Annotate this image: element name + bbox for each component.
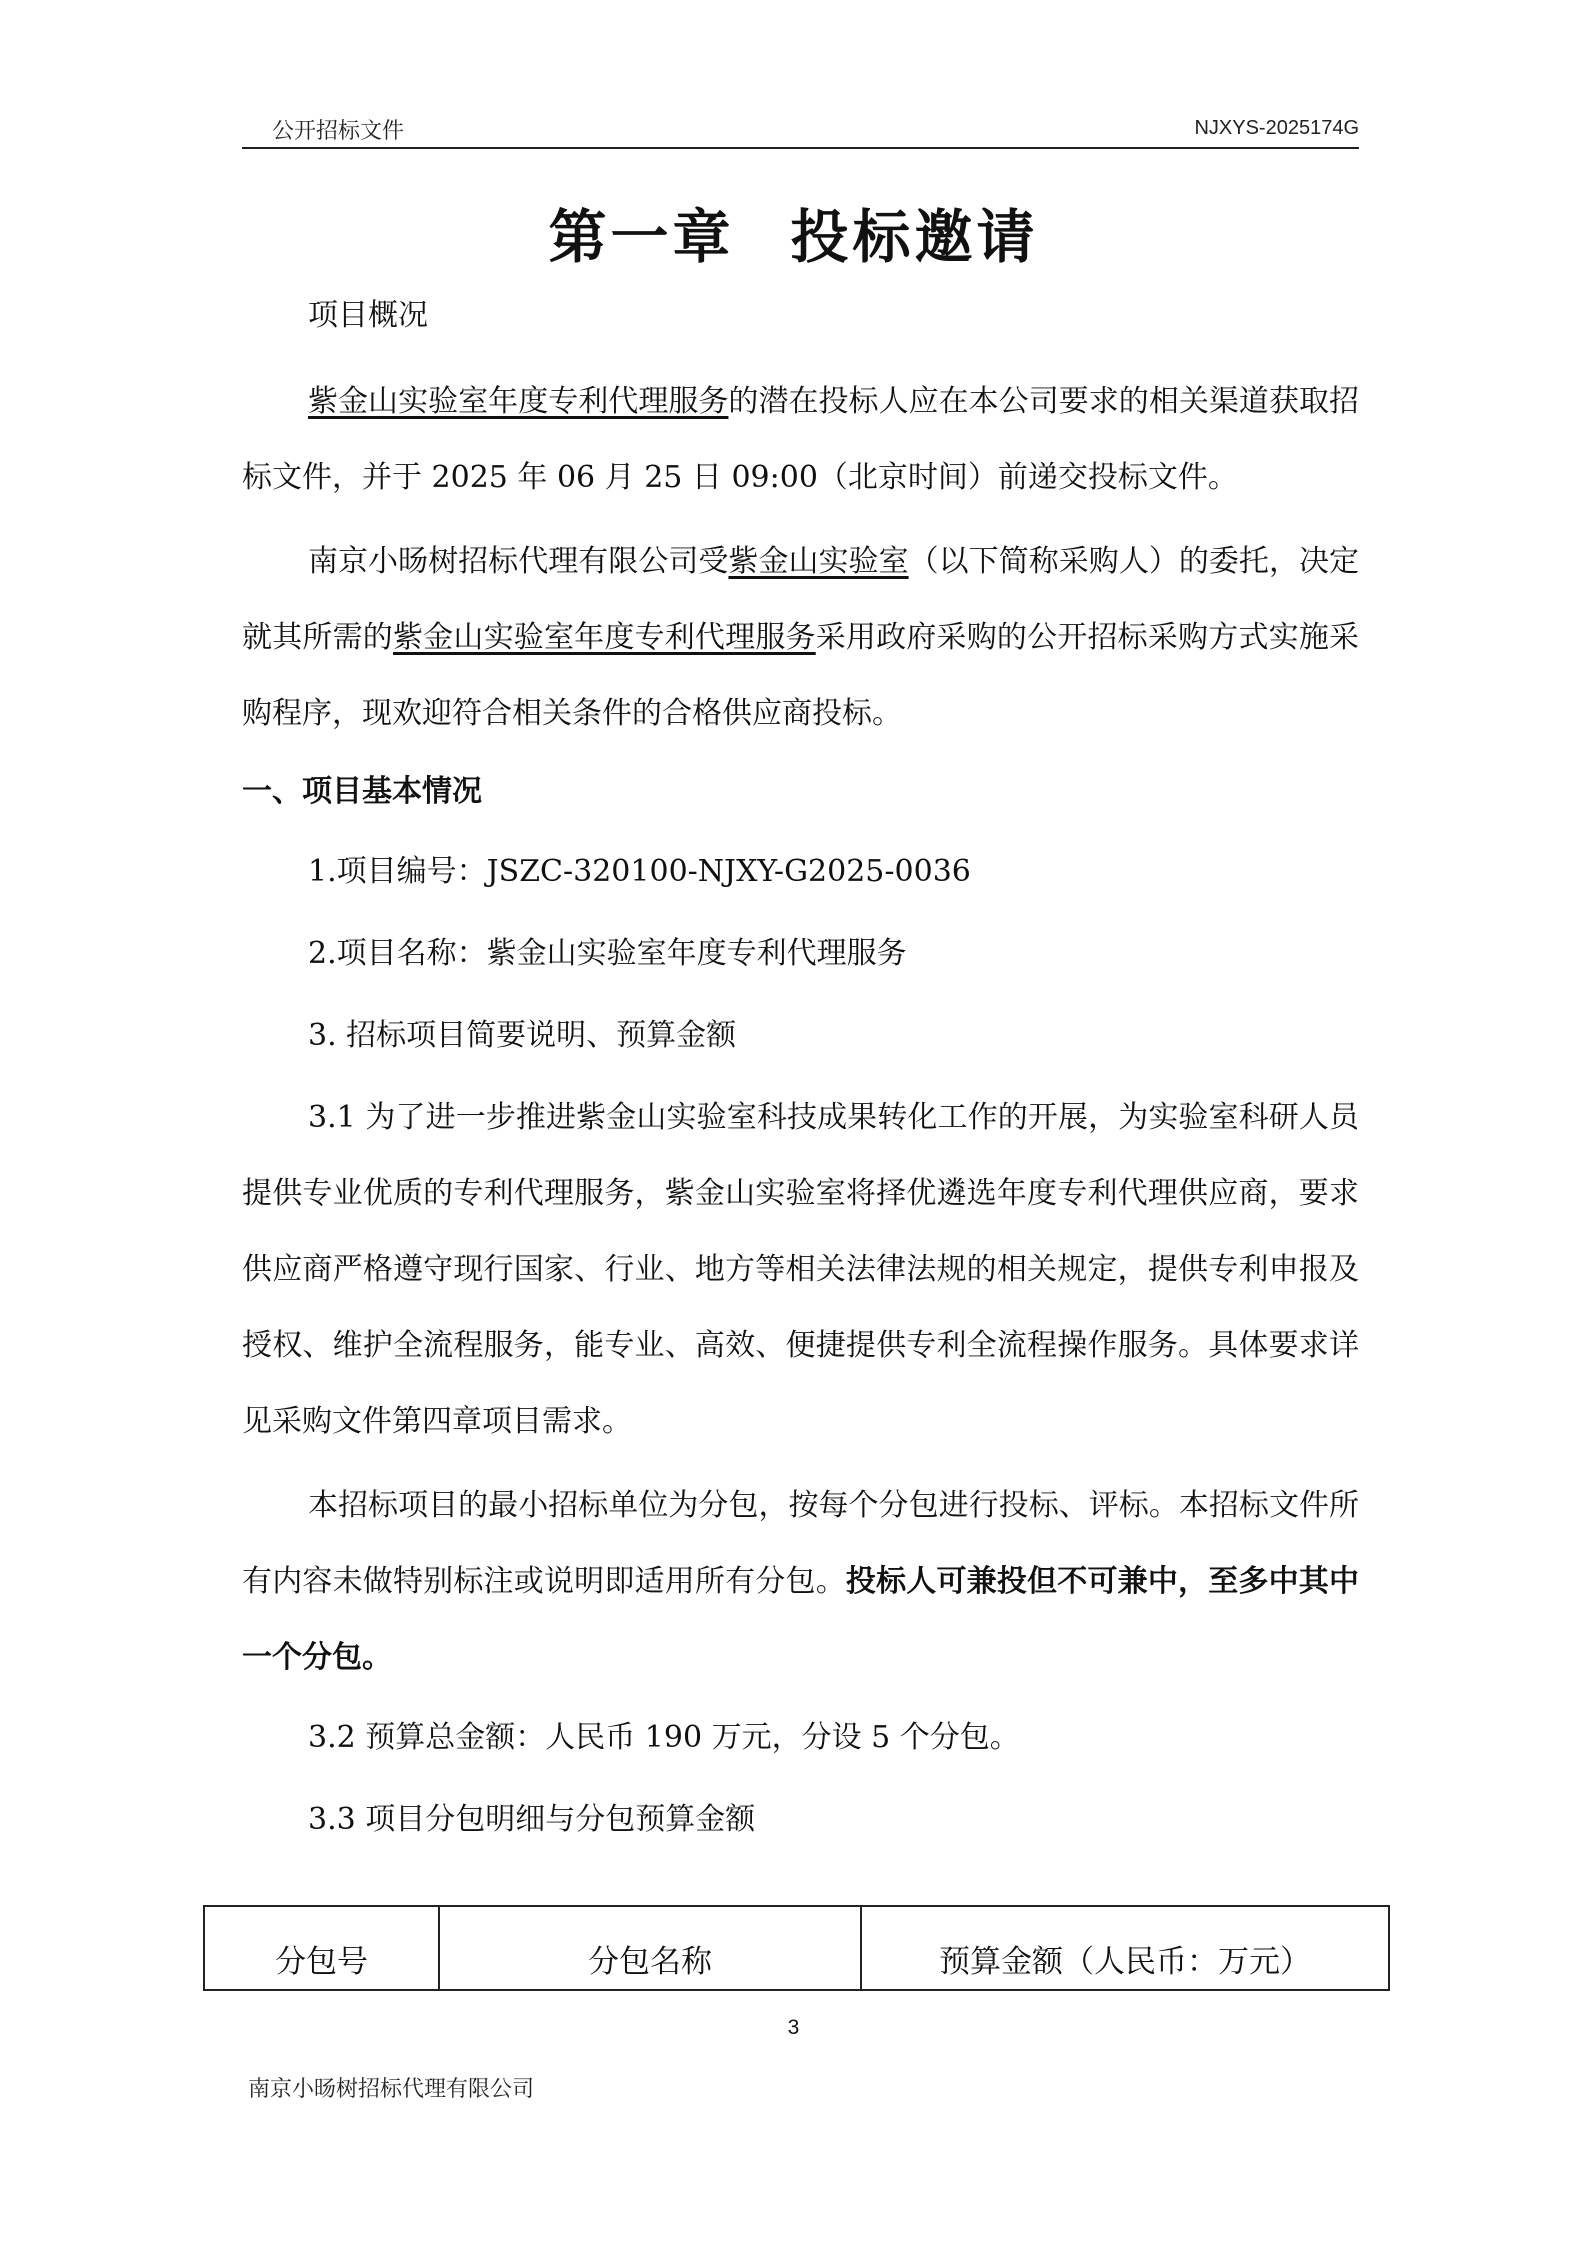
overview-paragraph-2 [242, 524, 1359, 752]
col-lot-number: 分包号 [204, 1906, 439, 1990]
table-header-row [204, 1906, 1389, 1990]
project-name: 2.项目名称：紫金山实验室年度专利代理服务 [308, 936, 907, 971]
chapter-number: 第一章 [548, 203, 735, 271]
overview-p2-b: （以下简称采购人）的委托，决定就其所需的 [242, 544, 1360, 655]
overview-paragraph-1 [242, 364, 1359, 516]
project-number: 1.项目编号：JSZC-320100-NJXY-G2025-0036 [308, 854, 971, 889]
section-heading: 一、项目基本情况 [242, 774, 482, 809]
header-divider [242, 147, 1359, 149]
chapter-title [0, 190, 1587, 274]
lot-table [203, 1905, 1390, 1991]
overview-p2-a: 南京小旸树招标代理有限公司受 [308, 544, 729, 579]
overview-p2-c: 采用政府采购的公开招标采购方式实施采购程序，现欢迎符合相关条件的合格供应商投标。 [242, 620, 1360, 731]
project-name-link: 紫金山实验室年度专利代理服务 [308, 384, 729, 419]
budget-total: 3.2 预算总金额：人民币 190 万元，分设 5 个分包。 [308, 1720, 1020, 1755]
header-doc-number: NJXYS-2025174G [1194, 117, 1359, 139]
header-doc-type: 公开招标文件 [272, 119, 405, 144]
lot-rules-bold: 投标人可兼投但不可兼中，至多中其中一个分包。 [242, 1564, 1360, 1675]
description-paragraph: 3.1 为了进一步推进紫金山实验室科技成果转化工作的开展，为实验室科研人员提供专业优质的专利代理服务，紫金山实验室将择优遴选年度专利代理供应商，要求供应商严格遵守现行国家、行业、地方等相关法律法规的相关规定，提供专利申报及授权、维护全流程服务，能专业、高效、便捷提供专利全流程操作服务。具体要求详见采购文件第四章项目需求。 [242, 1100, 1359, 1439]
page-number: 3 [787, 2016, 800, 2039]
project-name-underlined: 紫金山实验室年度专利代理服务 [392, 620, 816, 655]
col-lot-budget: 预算金额（人民币：万元） [861, 1906, 1389, 1990]
footer-company: 南京小旸树招标代理有限公司 [248, 2077, 535, 2102]
overview-heading: 项目概况 [308, 298, 428, 333]
overview-p1-text: 的潜在投标人应在本公司要求的相关渠道获取招标文件，并于 2025 年 06 月 25 日 09:00（北京时间）前递交投标文件。 [242, 384, 1360, 495]
brief-description-heading: 3. 招标项目简要说明、预算金额 [308, 1018, 737, 1053]
chapter-name: 投标邀请 [790, 203, 1039, 271]
lot-rules-text: 本招标项目的最小招标单位为分包，按每个分包进行投标、评标。本招标文件所有内容未做特别标注或说明即适用所有分包。 [242, 1488, 1359, 1599]
purchaser-name: 紫金山实验室 [728, 544, 909, 579]
lot-rules-paragraph [242, 1468, 1359, 1696]
lot-detail-heading: 3.3 项目分包明细与分包预算金额 [308, 1802, 756, 1837]
col-lot-name: 分包名称 [439, 1906, 861, 1990]
